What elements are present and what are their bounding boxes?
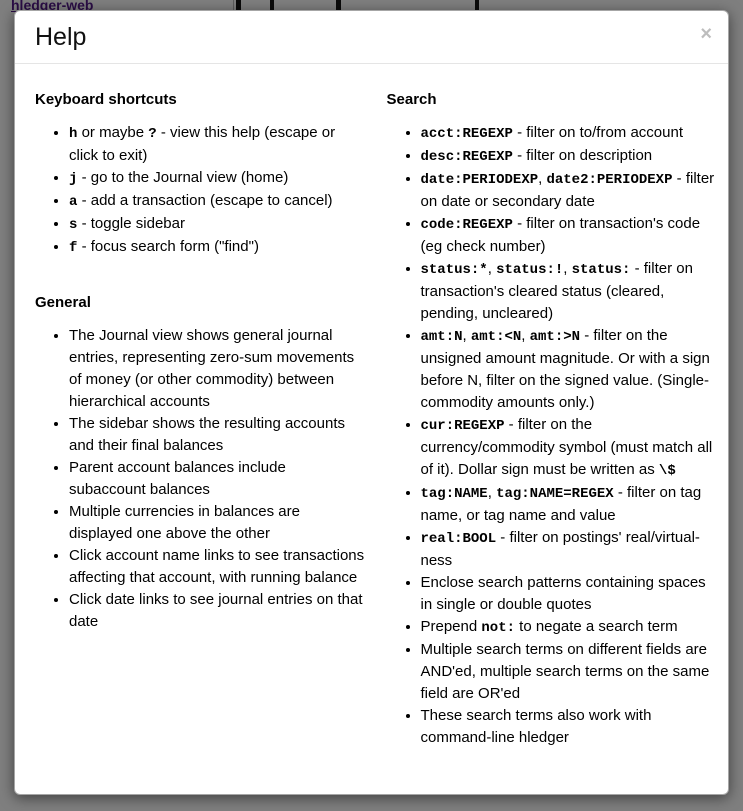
text-run: ,	[487, 484, 497, 501]
code-term: not:	[481, 620, 515, 636]
help-list-item	[69, 190, 365, 213]
text-run: Enclose search patterns containing spaces in single or double quotes	[420, 574, 706, 613]
code-term: tag:NAME	[420, 486, 488, 502]
help-list-item	[421, 325, 717, 414]
help-list-item	[69, 457, 365, 501]
text-run: - filter on date or secondary date	[420, 170, 715, 210]
text-run: - filter on description	[512, 147, 653, 164]
help-list-item	[421, 414, 717, 482]
text-run: The sidebar shows the resulting accounts and their final balances	[69, 415, 345, 454]
text-run: - view this help (escape or click to exit)	[69, 124, 336, 164]
help-list-item	[421, 145, 717, 168]
section-heading: Keyboard shortcuts	[35, 91, 177, 108]
code-term: h	[69, 126, 78, 142]
help-list	[387, 122, 717, 749]
code-term: status:*	[420, 262, 488, 278]
text-run: - filter on to/from account	[512, 124, 683, 141]
code-term: \$	[658, 463, 676, 479]
help-list-item	[69, 501, 365, 545]
modal-header	[15, 11, 728, 64]
text-run: Prepend	[420, 618, 482, 635]
code-term: real:BOOL	[420, 531, 497, 547]
text-run: - toggle sidebar	[77, 215, 185, 232]
code-term: date2:PERIODEXP	[546, 172, 673, 188]
code-term: ?	[148, 126, 157, 142]
text-run: - add a transaction (escape to cancel)	[77, 192, 333, 209]
section-heading: Search	[386, 91, 437, 108]
help-list-item	[421, 705, 717, 749]
code-term: a	[69, 194, 78, 210]
code-term: cur:REGEXP	[420, 418, 505, 434]
code-term: amt:N	[420, 329, 463, 345]
code-term: status:!	[496, 262, 564, 278]
section-heading: General	[35, 294, 91, 311]
help-list-item	[69, 167, 365, 190]
code-term: j	[69, 171, 78, 187]
text-run: The Journal view shows general journal entries, representing zero-sum movements of money (or other commodity) between hierarchical accounts	[69, 327, 355, 410]
code-term: date:PERIODEXP	[420, 172, 539, 188]
text-run: - go to the Journal view (home)	[77, 169, 289, 186]
text-run: - filter on the unsigned amount magnitude. Or with a sign before N, filter on the signed value. (Single-commodity amounts only.)	[420, 327, 710, 411]
text-run: ,	[462, 327, 471, 344]
text-run: - focus search form ("find")	[77, 238, 259, 255]
code-term: amt:>N	[529, 329, 581, 345]
help-list-item	[421, 482, 717, 527]
text-run: - filter on postings' real/virtual-ness	[420, 529, 700, 569]
text-run: ,	[538, 170, 547, 187]
text-run: - filter on transaction's cleared status (cleared, pending, uncleared)	[420, 260, 693, 322]
modal-body	[15, 64, 728, 769]
code-term: status:	[571, 262, 631, 278]
help-list	[35, 122, 365, 259]
help-modal	[14, 10, 729, 795]
text-run: - filter on tag name, or tag name and value	[420, 484, 702, 524]
help-list-item	[69, 413, 365, 457]
help-list-item	[69, 325, 365, 413]
text-run: to negate a search term	[515, 618, 678, 635]
code-term: code:REGEXP	[420, 217, 513, 233]
help-list-item	[421, 616, 717, 639]
modal-title: Help	[35, 23, 87, 51]
close-icon[interactable]: ×	[692, 24, 720, 44]
text-run: Click account name links to see transactions affecting that account, with running balance	[69, 547, 365, 586]
text-run: ,	[521, 327, 530, 344]
code-term: tag:NAME=REGEX	[496, 486, 614, 502]
code-term: desc:REGEXP	[420, 149, 513, 165]
text-run: - filter on the currency/commodity symbol (must match all of it). Dollar sign must be written as	[420, 416, 713, 478]
help-list-item	[421, 213, 717, 258]
help-list	[35, 325, 365, 633]
help-list-item	[421, 122, 717, 145]
text-run: - filter on transaction's code (eg check number)	[420, 215, 701, 255]
text-run: ,	[563, 260, 572, 277]
code-term: s	[69, 217, 78, 233]
help-list-item	[421, 527, 717, 572]
help-list-item	[421, 572, 717, 616]
help-list-item	[69, 213, 365, 236]
text-run: or maybe	[77, 124, 149, 141]
text-run: Multiple search terms on different fields are AND'ed, multiple search terms on the same field are OR'ed	[420, 641, 710, 702]
right-column	[387, 92, 717, 749]
code-term: amt:<N	[470, 329, 522, 345]
help-list-item	[69, 122, 365, 167]
help-list-item	[421, 168, 717, 213]
help-list-item	[69, 589, 365, 633]
text-run: Parent account balances include subaccount balances	[69, 459, 286, 498]
code-term: f	[69, 240, 78, 256]
left-column	[35, 92, 365, 749]
help-list-item	[69, 236, 365, 259]
text-run: These search terms also work with command-line hledger	[420, 707, 652, 746]
text-run: ,	[487, 260, 497, 277]
text-run: Multiple currencies in balances are displayed one above the other	[69, 503, 300, 542]
code-term: acct:REGEXP	[420, 126, 513, 142]
help-list-item	[69, 545, 365, 589]
help-list-item	[421, 639, 717, 705]
text-run: Click date links to see journal entries on that date	[69, 591, 363, 630]
help-list-item	[421, 258, 717, 325]
